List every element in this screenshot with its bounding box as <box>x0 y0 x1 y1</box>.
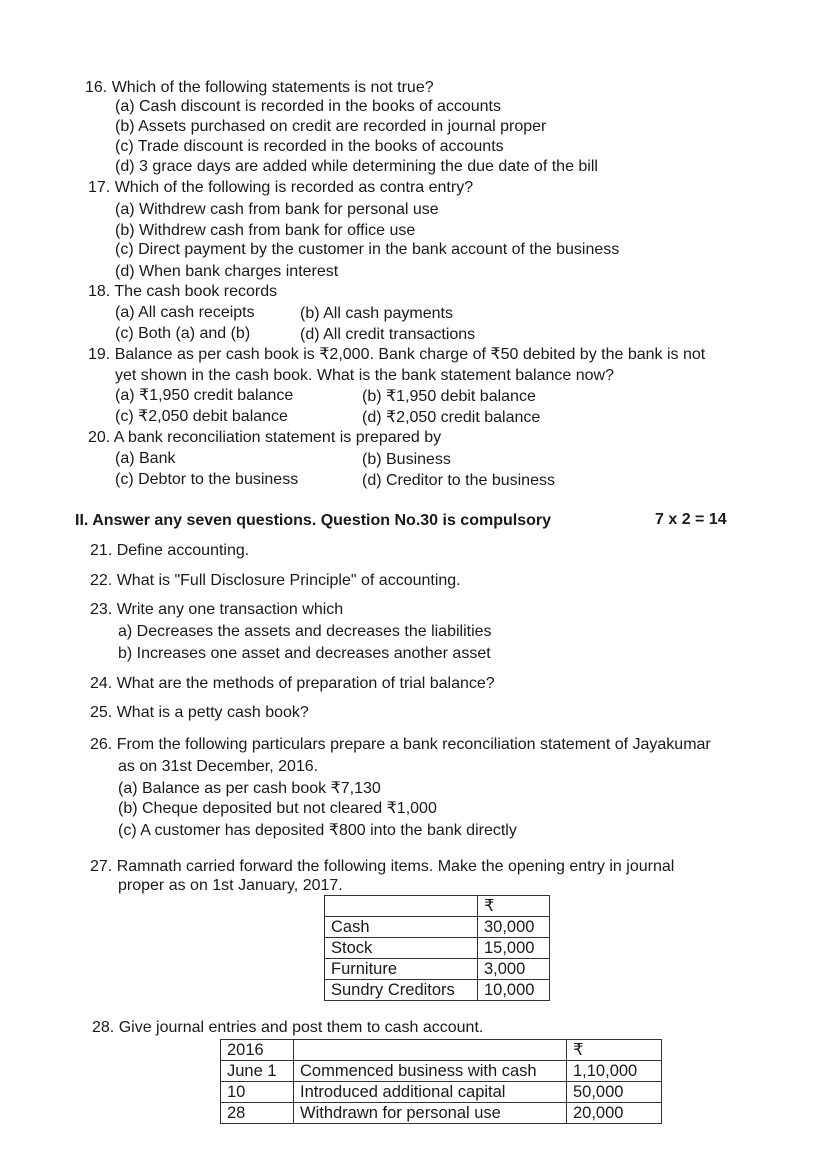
cell: Introduced additional capital <box>294 1082 567 1103</box>
header-cell <box>325 896 478 917</box>
table-row <box>325 938 550 959</box>
option-d: (d) 3 grace days are added while determining the due date of the bill <box>115 158 598 175</box>
header-cell: ₹ <box>478 896 550 917</box>
option-d: (d) When bank charges interest <box>115 263 339 280</box>
question-text-cont: proper as on 1st January, 2017. <box>118 877 343 894</box>
table-header-row <box>325 896 550 917</box>
table-row <box>325 917 550 938</box>
cell: Sundry Creditors <box>325 980 478 1001</box>
option-a: a) Decreases the assets and decreases the liabilities <box>118 623 492 640</box>
cell: Stock <box>325 938 478 959</box>
question-22: 22. What is "Full Disclosure Principle" of accounting. <box>90 572 461 589</box>
transactions-table <box>220 1039 662 1124</box>
cell: Withdrawn for personal use <box>294 1103 567 1124</box>
option-b: (b) Withdrew cash from bank for office use <box>115 222 416 239</box>
table-row <box>221 1103 662 1124</box>
option-a: (a) Cash discount is recorded in the books of accounts <box>115 98 501 115</box>
question-text: 27. Ramnath carried forward the following items. Make the opening entry in journal <box>90 858 675 875</box>
section-heading: II. Answer any seven questions. Question No.30 is compulsory <box>75 512 551 529</box>
option-b: (b) Business <box>362 451 451 468</box>
option-c: (c) ₹2,050 debit balance <box>115 408 288 425</box>
table-header-row <box>221 1040 662 1061</box>
question-text: 16. Which of the following statements is not true? <box>85 79 434 96</box>
question-text: 19. Balance as per cash book is ₹2,000. Bank charge of ₹50 debited by the bank is not <box>88 346 706 363</box>
header-cell: 2016 <box>221 1040 294 1061</box>
option-a: (a) All cash receipts <box>115 304 255 321</box>
question-text-cont: yet shown in the cash book. What is the bank statement balance now? <box>115 367 614 384</box>
question-text: 18. The cash book records <box>88 283 278 300</box>
option-b: (b) ₹1,950 debit balance <box>362 388 536 405</box>
option-d: (d) All credit transactions <box>300 326 476 343</box>
opening-balances-table <box>324 895 550 1001</box>
option-a: (a) Withdrew cash from bank for personal use <box>115 201 439 218</box>
option-c: (c) Trade discount is recorded in the books of accounts <box>115 138 504 155</box>
question-text: 17. Which of the following is recorded as contra entry? <box>88 179 474 196</box>
cell: Furniture <box>325 959 478 980</box>
cell: 28 <box>221 1103 294 1124</box>
table-row <box>325 959 550 980</box>
option-d: (d) ₹2,050 credit balance <box>362 409 541 426</box>
cell: Commenced business with cash <box>294 1061 567 1082</box>
question-text: 28. Give journal entries and post them to cash account. <box>92 1019 484 1036</box>
cell: 10,000 <box>478 980 550 1001</box>
cell: 50,000 <box>567 1082 662 1103</box>
option-a: (a) Bank <box>115 450 176 467</box>
header-cell: ₹ <box>567 1040 662 1061</box>
cell: June 1 <box>221 1061 294 1082</box>
question-text: 26. From the following particulars prepare a bank reconciliation statement of Jayakumar <box>90 736 711 753</box>
table-row <box>221 1061 662 1082</box>
question-21: 21. Define accounting. <box>90 542 250 559</box>
option-c: (c) Debtor to the business <box>115 471 299 488</box>
question-text: 20. A bank reconciliation statement is prepared by <box>88 429 442 446</box>
option-d: (d) Creditor to the business <box>362 472 555 489</box>
table-row <box>325 980 550 1001</box>
option-c: (c) Both (a) and (b) <box>115 325 251 342</box>
cell: Cash <box>325 917 478 938</box>
cell: 30,000 <box>478 917 550 938</box>
table-row <box>221 1082 662 1103</box>
item-a: (a) Balance as per cash book ₹7,130 <box>118 780 381 797</box>
option-c: (c) Direct payment by the customer in the bank account of the business <box>115 241 620 258</box>
question-24: 24. What are the methods of preparation of trial balance? <box>90 675 495 692</box>
header-cell <box>294 1040 567 1061</box>
cell: 1,10,000 <box>567 1061 662 1082</box>
question-25: 25. What is a petty cash book? <box>90 704 309 721</box>
cell: 3,000 <box>478 959 550 980</box>
cell: 10 <box>221 1082 294 1103</box>
question-text-cont: as on 31st December, 2016. <box>118 758 319 775</box>
item-c: (c) A customer has deposited ₹800 into the bank directly <box>118 822 517 839</box>
option-b: b) Increases one asset and decreases another asset <box>118 645 491 662</box>
item-b: (b) Cheque deposited but not cleared ₹1,000 <box>118 800 437 817</box>
section-marks: 7 x 2 = 14 <box>655 511 727 528</box>
question-text: 23. Write any one transaction which <box>90 601 344 618</box>
option-b: (b) Assets purchased on credit are recorded in journal proper <box>115 118 547 135</box>
cell: 15,000 <box>478 938 550 959</box>
option-a: (a) ₹1,950 credit balance <box>115 387 294 404</box>
cell: 20,000 <box>567 1103 662 1124</box>
option-b: (b) All cash payments <box>300 305 453 322</box>
